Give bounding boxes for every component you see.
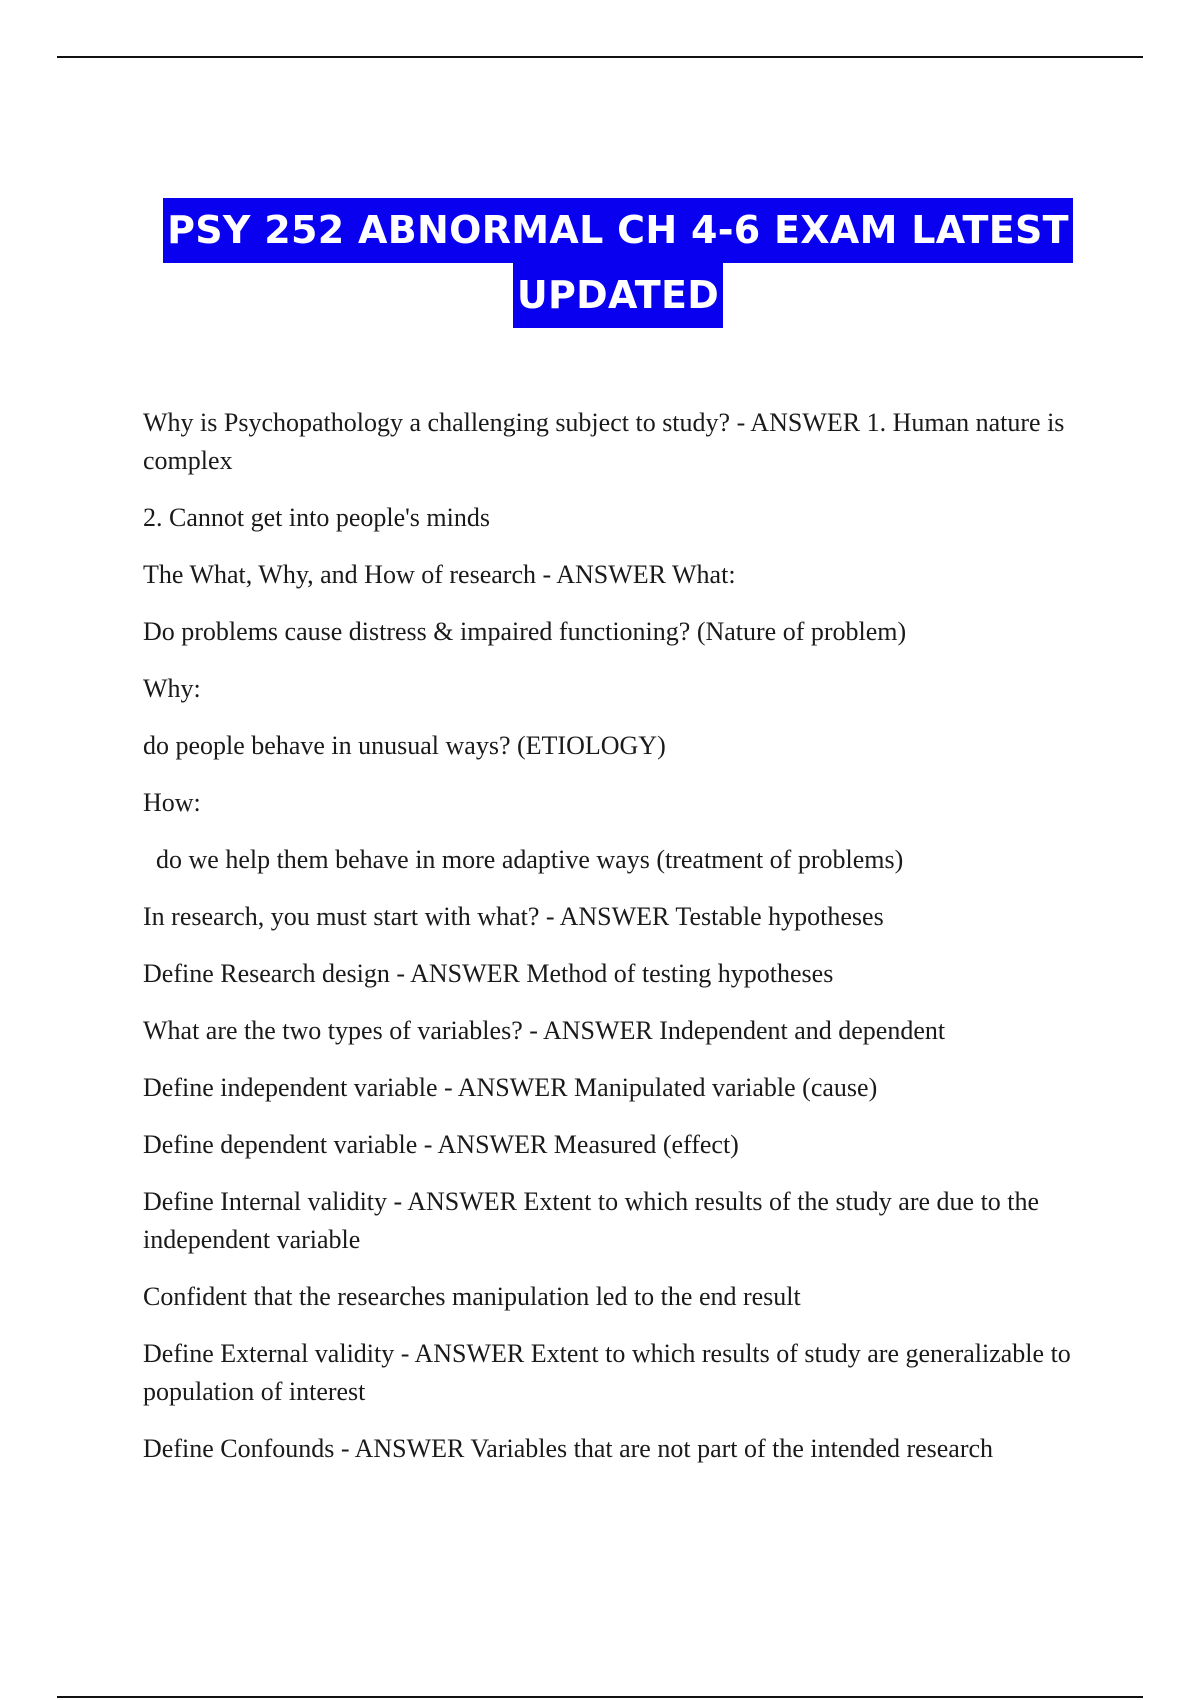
paragraph: Define dependent variable - ANSWER Measured (effect) [143, 1130, 739, 1159]
paragraph: In research, you must start with what? - ANSWER Testable hypotheses [143, 902, 884, 931]
title-line-1: PSY 252 ABNORMAL CH 4-6 EXAM LATEST [163, 198, 1073, 263]
paragraph: Why is Psychopathology a challenging subject to study? - ANSWER 1. Human nature is complex [143, 408, 1065, 475]
paragraph: The What, Why, and How of research - ANSWER What: [143, 560, 736, 589]
paragraph: Define independent variable - ANSWER Manipulated variable (cause) [143, 1073, 878, 1102]
paragraph: Define Confounds - ANSWER Variables that are not part of the intended research [143, 1434, 994, 1463]
document-body [143, 404, 1093, 1487]
paragraph: Define Internal validity - ANSWER Extent to which results of the study are due to the independent variable [143, 1187, 1040, 1254]
paragraph: Confident that the researches manipulation led to the end result [143, 1282, 801, 1311]
bottom-rule [57, 1696, 1143, 1698]
top-rule [57, 56, 1143, 58]
paragraph: What are the two types of variables? - ANSWER Independent and dependent [143, 1016, 946, 1045]
paragraph: Define Research design - ANSWER Method of testing hypotheses [143, 959, 834, 988]
paragraph: do we help them behave in more adaptive ways (treatment of problems) [143, 845, 904, 874]
document-title [0, 198, 1200, 328]
paragraph: Do problems cause distress & impaired functioning? (Nature of problem) [143, 617, 907, 646]
paragraph: Define External validity - ANSWER Extent to which results of study are generalizable to population of interest [143, 1339, 1071, 1406]
paragraph: How: [143, 788, 201, 817]
paragraph: 2. Cannot get into people's minds [143, 503, 490, 532]
paragraph: do people behave in unusual ways? (ETIOLOGY) [143, 731, 666, 760]
title-line-2: UPDATED [513, 263, 723, 328]
paragraph: Why: [143, 674, 201, 703]
